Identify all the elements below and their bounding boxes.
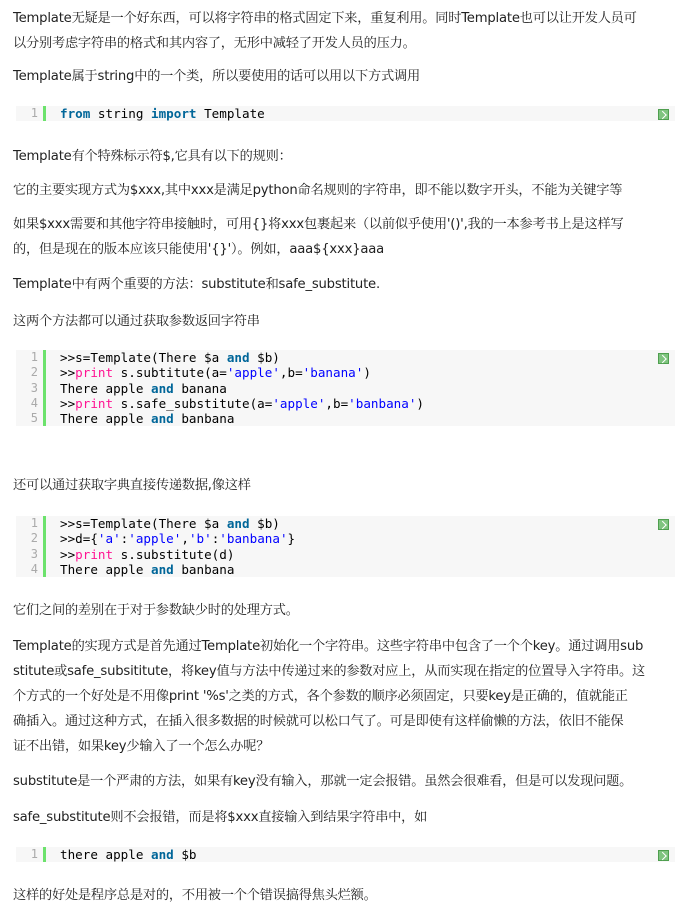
- paragraph-braces: [13, 212, 673, 262]
- gutter-bar: [43, 396, 46, 411]
- gutter-bar: [43, 350, 46, 365]
- code-line: [16, 350, 675, 365]
- explanation-line-2: stitute或safe_subsititute，将key值与方法中传递过来的参数对应上，从而实现在指定的位置导入字符串。这: [13, 664, 646, 679]
- intro-line-2: 以分别考虑字符串的格式和其内容了，无形中减轻了开发人员的压力。: [13, 36, 416, 51]
- gutter-bar: [43, 106, 46, 121]
- code-line: [16, 547, 675, 562]
- code-block-result: [16, 847, 675, 862]
- line-number: 3: [30, 380, 38, 395]
- line-number: 4: [30, 561, 38, 576]
- code-block-dict: [16, 516, 675, 577]
- paragraph-import-usage: Template属于string中的一个类，所以要使用的话可以用以下方式调用: [13, 69, 420, 84]
- gutter-bar: [43, 365, 46, 380]
- copy-code-icon[interactable]: [658, 850, 669, 861]
- code-text: from string import Template: [60, 106, 265, 121]
- line-number: 5: [30, 411, 38, 426]
- intro-line-1: Template无疑是一个好东西，可以将字符串的格式固定下来，重复利用。同时Template也可以让开发人员可: [13, 11, 637, 26]
- code-line: [16, 531, 675, 546]
- gutter-bar: [43, 381, 46, 396]
- code-text: there apple and $b: [60, 847, 197, 862]
- braces-line-1: 如果$xxx需要和其他字符串接触时，可用{}将xxx包裹起来（以前似乎使用'()',我的一本参考书上是这样写: [13, 217, 624, 232]
- paragraph-dict: 还可以通过获取字典直接传递数据,像这样: [13, 478, 251, 493]
- code-text: >>d={'a':'apple','b':'banbana'}: [60, 531, 296, 547]
- copy-code-icon[interactable]: [658, 353, 669, 364]
- code-line: [16, 365, 675, 380]
- paragraph-conclusion: 这样的好处是程序总是对的，不用被一个个错误搞得焦头烂额。: [13, 888, 377, 903]
- code-text: >>s=Template(There $a and $b): [60, 516, 280, 531]
- code-line: [16, 562, 675, 577]
- code-text: >>s=Template(There $a and $b): [60, 350, 280, 365]
- paragraph-substitute-strict: substitute是一个严肃的方法，如果有key没有输入，那就一定会报错。虽然会很难看，但是可以发现问题。: [13, 774, 633, 789]
- code-line: [16, 847, 675, 862]
- code-text: >>print s.subtitute(a='apple',b='banana'): [60, 365, 371, 381]
- code-text: There apple and banbana: [60, 411, 235, 427]
- gutter-bar: [43, 411, 46, 426]
- code-line: [16, 396, 675, 411]
- intro-paragraph: [13, 6, 673, 56]
- paragraph-return-string: 这两个方法都可以通过获取参数返回字符串: [13, 314, 260, 329]
- explanation-line-5: 证不出错，如果key少输入了一个怎么办呢？: [13, 739, 270, 754]
- gutter-bar: [43, 562, 46, 577]
- line-number: 2: [30, 531, 38, 546]
- gutter-bar: [43, 531, 46, 546]
- copy-code-icon[interactable]: [658, 519, 669, 530]
- braces-line-2: 的，但是现在的版本应该只能使用'{}'）。例如，aaa${xxx}aaa: [13, 242, 385, 257]
- code-text: There apple and banana: [60, 380, 227, 396]
- line-number: 1: [30, 847, 38, 861]
- paragraph-methods: Template中有两个重要的方法：substitute和safe_substitute.: [13, 277, 380, 292]
- copy-code-icon[interactable]: [658, 109, 669, 120]
- paragraph-implementation: 它的主要实现方式为$xxx,其中xxx是满足python命名规则的字符串，即不能以数字开头，不能为关键字等: [13, 183, 623, 198]
- code-block-import: [16, 106, 675, 121]
- paragraph-safe-substitute: safe_substitute则不会报错，而是将$xxx直接输入到结果字符串中，如: [13, 810, 428, 825]
- code-text: >>print s.substitute(d): [60, 546, 235, 562]
- line-number: 3: [30, 546, 38, 561]
- code-line: [16, 381, 675, 396]
- explanation-line-4: 确插入。通过这种方式，在插入很多数据的时候就可以松口气了。可是即使有这样偷懒的方法，依旧不能保: [13, 714, 624, 729]
- line-number: 1: [30, 106, 38, 120]
- paragraph-identifier-rule: Template有个特殊标示符$,它具有以下的规则：: [13, 149, 292, 164]
- paragraph-difference: 它们之间的差别在于对于参数缺少时的处理方式。: [13, 603, 299, 618]
- paragraph-template-explanation: [13, 634, 673, 759]
- code-text: There apple and banbana: [60, 561, 235, 577]
- gutter-bar: [43, 847, 46, 862]
- code-line: [16, 106, 675, 121]
- explanation-line-1: Template的实现方式是首先通过Template初始化一个字符串。这些字符串中包含了一个个key。通过调用sub: [13, 639, 644, 654]
- line-number: 1: [30, 350, 38, 364]
- gutter-bar: [43, 547, 46, 562]
- line-number: 1: [30, 516, 38, 530]
- code-text: >>print s.safe_substitute(a='apple',b='banbana'): [60, 395, 424, 411]
- line-number: 2: [30, 365, 38, 380]
- code-line: [16, 516, 675, 531]
- code-line: [16, 411, 675, 426]
- explanation-line-3: 个方式的一个好处是不用像print '%s'之类的方式，各个参数的顺序必须固定，只要key是正确的，值就能正: [13, 689, 628, 704]
- code-block-substitute: [16, 350, 675, 426]
- line-number: 4: [30, 395, 38, 410]
- gutter-bar: [43, 516, 46, 531]
